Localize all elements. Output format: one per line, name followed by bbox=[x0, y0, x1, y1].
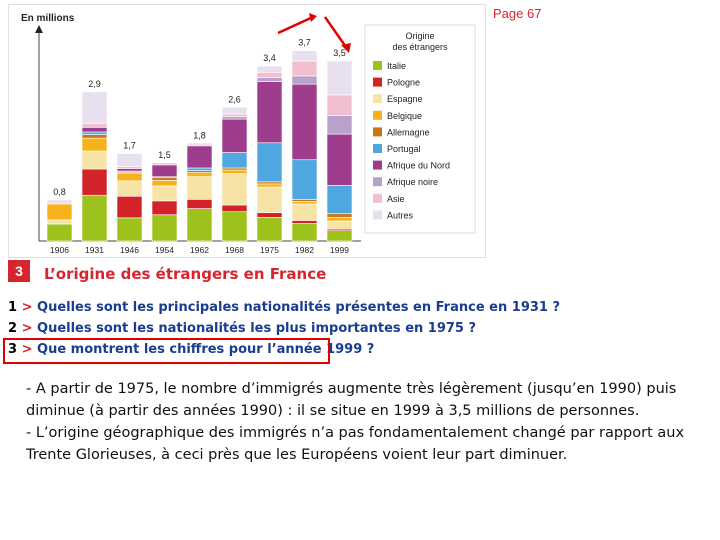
legend-swatch-3 bbox=[373, 111, 382, 120]
bar-segment-belgique-1931 bbox=[82, 138, 107, 151]
bar-segment-allemagne-1975 bbox=[257, 182, 282, 184]
bar-segment-afrique-du-nord-1999 bbox=[327, 134, 352, 185]
chart-panel bbox=[8, 4, 486, 258]
bar-segment-belgique-1982 bbox=[292, 201, 317, 204]
question-arrow: > bbox=[21, 342, 33, 357]
total-label-1931: 2,9 bbox=[88, 78, 101, 89]
bar-segment-belgique-1975 bbox=[257, 184, 282, 187]
bar-segment-afrique-du-nord-1982 bbox=[292, 84, 317, 160]
x-tick-label-1975: 1975 bbox=[260, 245, 279, 255]
question-number: 2 bbox=[8, 321, 18, 336]
bar-segment-afrique-noire-1982 bbox=[292, 76, 317, 84]
answer-paragraph-2: - L’origine géographique des immigrés n’a pas fondamentalement changé par rapport aux Trente Glorieuses, à ceci près que les Européens voient leur part diminuer. bbox=[26, 425, 685, 463]
x-tick-label-1906: 1906 bbox=[50, 245, 69, 255]
bar-segment-afrique-du-nord-1931 bbox=[82, 127, 107, 132]
bar-segment-espagne-1931 bbox=[82, 151, 107, 169]
bar-segment-portugal-1975 bbox=[257, 143, 282, 182]
question-text: Quelles sont les principales nationalités présentes en France en 1931 ? bbox=[37, 300, 561, 315]
bar-segment-asie-1962 bbox=[187, 143, 212, 145]
bar-segment-portugal-1962 bbox=[187, 168, 212, 171]
question-arrow: > bbox=[21, 321, 33, 336]
bar-segment-asie-1968 bbox=[222, 114, 247, 117]
bar-segment-autres-1975 bbox=[257, 66, 282, 72]
bar-segment-asie-1982 bbox=[292, 61, 317, 76]
bar-segment-espagne-1906 bbox=[47, 220, 72, 224]
bar-segment-belgique-1962 bbox=[187, 173, 212, 177]
bar-segment-afrique-noire-1975 bbox=[257, 77, 282, 81]
bar-segment-italie-1946 bbox=[117, 218, 142, 241]
question-number: 3 bbox=[8, 342, 18, 357]
total-label-1975: 3,4 bbox=[263, 53, 276, 64]
bar-segment-asie-1999 bbox=[327, 95, 352, 116]
bar-segment-espagne-1954 bbox=[152, 186, 177, 201]
legend-title-line-1: Origine bbox=[405, 31, 435, 41]
bar-segment-espagne-1968 bbox=[222, 174, 247, 205]
bar-segment-espagne-1962 bbox=[187, 177, 212, 200]
bar-segment-italie-1982 bbox=[292, 224, 317, 241]
bar-segment-allemagne-1931 bbox=[82, 135, 107, 139]
x-tick-label-1999: 1999 bbox=[330, 245, 349, 255]
legend-title-line-2: des étrangers bbox=[392, 42, 448, 52]
legend-label-5: Portugal bbox=[387, 144, 421, 154]
bar-segment-italie-1962 bbox=[187, 209, 212, 241]
question-1 bbox=[8, 297, 560, 318]
bar-segment-pologne-1954 bbox=[152, 201, 177, 215]
bar-segment-autres-1931 bbox=[82, 92, 107, 124]
legend-swatch-2 bbox=[373, 94, 382, 103]
bar-segment-belgique-1954 bbox=[152, 180, 177, 186]
bar-segment-afrique-du-nord-1962 bbox=[187, 146, 212, 168]
bar-segment-afrique-du-nord-1968 bbox=[222, 119, 247, 152]
x-tick-label-1931: 1931 bbox=[85, 245, 104, 255]
bar-segment-italie-1999 bbox=[327, 231, 352, 241]
legend-label-3: Belgique bbox=[387, 110, 423, 121]
bar-segment-pologne-1962 bbox=[187, 199, 212, 208]
figure-title: L’origine des étrangers en France bbox=[44, 265, 327, 283]
question-2 bbox=[8, 318, 560, 339]
bar-segment-allemagne-1962 bbox=[187, 171, 212, 173]
y-axis-label: En millions bbox=[21, 13, 75, 24]
question-3-highlight-box bbox=[3, 338, 330, 364]
bar-segment-italie-1906 bbox=[47, 224, 72, 241]
bar-segment-afrique-noire-1999 bbox=[327, 116, 352, 135]
bar-segment-belgique-1946 bbox=[117, 173, 142, 181]
x-tick-label-1946: 1946 bbox=[120, 245, 139, 255]
answer-block bbox=[26, 378, 706, 466]
total-label-1946: 1,7 bbox=[123, 140, 136, 151]
arrow-up-line bbox=[278, 17, 313, 33]
bar-segment-asie-1975 bbox=[257, 72, 282, 77]
bar-segment-afrique-du-nord-1975 bbox=[257, 82, 282, 143]
question-text: Quelles sont les nationalités les plus importantes en 1975 ? bbox=[37, 321, 477, 336]
bar-segment-allemagne-1982 bbox=[292, 199, 317, 201]
total-label-1962: 1,8 bbox=[193, 130, 206, 141]
bar-segment-belgique-1968 bbox=[222, 170, 247, 174]
bar-segment-asie-1954 bbox=[152, 163, 177, 165]
bar-segment-pologne-1975 bbox=[257, 213, 282, 218]
bar-segment-afrique-noire-1968 bbox=[222, 117, 247, 120]
bar-segment-autres-1999 bbox=[327, 61, 352, 95]
legend-label-6: Afrique du Nord bbox=[387, 160, 451, 171]
bar-segment-italie-1968 bbox=[222, 212, 247, 241]
legend-swatch-4 bbox=[373, 127, 382, 136]
stacked-bar-chart bbox=[9, 5, 485, 257]
figure-number-badge: 3 bbox=[8, 260, 30, 282]
legend-swatch-7 bbox=[373, 177, 382, 186]
bar-segment-portugal-1968 bbox=[222, 153, 247, 168]
bar-segment-pologne-1946 bbox=[117, 196, 142, 218]
bar-segment-autres-1982 bbox=[292, 51, 317, 61]
bar-segment-espagne-1999 bbox=[327, 221, 352, 229]
bar-segment-afrique-du-nord-1946 bbox=[117, 168, 142, 171]
bar-segment-allemagne-1968 bbox=[222, 168, 247, 170]
bar-segment-portugal-1982 bbox=[292, 160, 317, 200]
total-label-1906: 0,8 bbox=[53, 186, 66, 197]
bar-segment-autres-1968 bbox=[222, 107, 247, 114]
legend-label-4: Allemagne bbox=[387, 127, 430, 138]
legend-label-2: Espagne bbox=[387, 94, 423, 105]
x-tick-label-1954: 1954 bbox=[155, 245, 174, 255]
bar-segment-pologne-1982 bbox=[292, 220, 317, 223]
bar-segment-portugal-1931 bbox=[82, 132, 107, 135]
arrow-up-head-icon bbox=[309, 13, 317, 22]
bar-segment-belgique-1999 bbox=[327, 217, 352, 221]
arrow-down-line bbox=[325, 17, 346, 47]
answer-paragraph-1: - A partir de 1975, le nombre d’immigrés augmente très légèrement (jusqu’en 1990) puis diminue (à partir des années 1990) : il se situe en 1999 à 3,5 millions de personnes. bbox=[26, 381, 677, 419]
legend-swatch-0 bbox=[373, 61, 382, 70]
total-label-1999: 3,5 bbox=[333, 48, 346, 58]
x-tick-label-1962: 1962 bbox=[190, 245, 209, 255]
legend-label-1: Pologne bbox=[387, 77, 421, 88]
legend-swatch-6 bbox=[373, 161, 382, 170]
x-tick-label-1968: 1968 bbox=[225, 245, 244, 255]
legend-label-8: Asie bbox=[387, 193, 405, 204]
total-label-1954: 1,5 bbox=[158, 149, 171, 160]
bar-segment-italie-1975 bbox=[257, 217, 282, 241]
legend-swatch-8 bbox=[373, 194, 382, 203]
bar-segment-portugal-1999 bbox=[327, 185, 352, 213]
bar-segment-allemagne-1954 bbox=[152, 178, 177, 181]
bar-segment-autres-1946 bbox=[117, 154, 142, 167]
question-arrow: > bbox=[21, 300, 33, 315]
bar-segment-belgique-1906 bbox=[47, 204, 72, 220]
bar-segment-italie-1954 bbox=[152, 215, 177, 241]
bar-segment-pologne-1931 bbox=[82, 169, 107, 195]
bar-segment-espagne-1946 bbox=[117, 181, 142, 196]
bar-segment-pologne-1968 bbox=[222, 205, 247, 212]
legend-label-9: Autres bbox=[387, 210, 414, 221]
total-label-1982: 3,7 bbox=[298, 37, 311, 48]
page-label: Page 67 bbox=[493, 6, 542, 21]
bar-segment-asie-1946 bbox=[117, 166, 142, 168]
x-tick-label-1982: 1982 bbox=[295, 245, 314, 255]
bar-segment-afrique-du-nord-1954 bbox=[152, 165, 177, 177]
bar-segment-autres-1906 bbox=[47, 200, 72, 204]
bar-segment-asie-1931 bbox=[82, 124, 107, 128]
question-number: 1 bbox=[8, 300, 18, 315]
legend-label-0: Italie bbox=[387, 61, 407, 71]
bar-segment-espagne-1975 bbox=[257, 187, 282, 213]
question-text: Que montrent les chiffres pour l’année 1999 ? bbox=[37, 342, 375, 357]
legend-label-7: Afrique noire bbox=[387, 177, 439, 188]
y-axis-arrow-icon bbox=[35, 25, 43, 33]
bar-segment-espagne-1982 bbox=[292, 204, 317, 220]
legend-swatch-9 bbox=[373, 210, 382, 219]
legend-swatch-1 bbox=[373, 78, 382, 87]
bar-segment-italie-1931 bbox=[82, 195, 107, 241]
total-label-1968: 2,6 bbox=[228, 94, 241, 105]
bar-segment-allemagne-1999 bbox=[327, 214, 352, 218]
legend-swatch-5 bbox=[373, 144, 382, 153]
